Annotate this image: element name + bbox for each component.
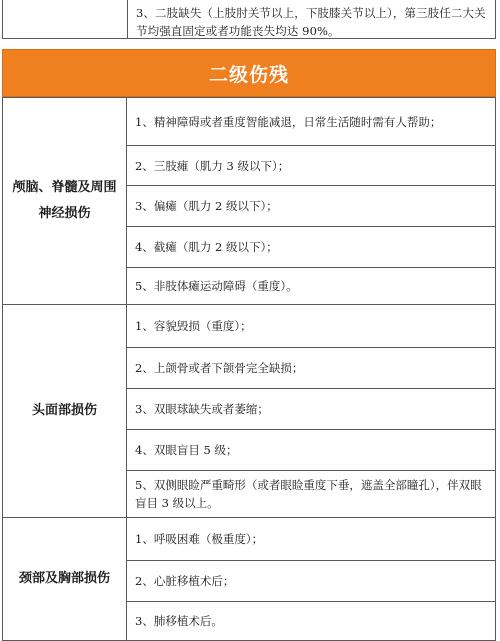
list-item: 4、截瘫（肌力 2 级以下）； [127, 227, 495, 268]
list-item: 2、三肢瘫（肌力 3 级以下）； [127, 146, 495, 186]
list-item: 2、心脏移植术后； [127, 561, 495, 602]
section-brain-spinal [2, 97, 496, 305]
list-item: 2、上颌骨或者下颌骨完全缺损； [127, 348, 495, 389]
list-item: 3、偏瘫（肌力 2 级以下）； [127, 186, 495, 227]
list-item: 5、非肢体瘫运动障碍（重度）。 [135, 279, 298, 293]
list-item: 3、双眼球缺失或者萎缩； [127, 389, 495, 430]
item-list [127, 518, 495, 640]
category-label: 头面部损伤 [3, 305, 127, 517]
list-item: 1、呼吸困难（极重度）； [127, 518, 495, 561]
list-item: 1、精神障碍或者重度智能减退，日常生活随时需有人帮助； [127, 98, 495, 146]
list-item: 1、容貌毁损（重度）； [127, 305, 495, 348]
item-list [127, 98, 495, 304]
category-label: 颅脑、脊髓及周围神经损伤 [3, 98, 127, 304]
section-head-face [2, 305, 496, 518]
fragment-category-cell [3, 0, 128, 38]
disability-table [2, 0, 496, 641]
item-list [127, 305, 495, 517]
list-item: 4、双眼盲目 5 级； [127, 430, 495, 471]
previous-table-fragment [2, 0, 496, 39]
list-item: 3、肺移植术后。 [135, 614, 223, 628]
grade-title: 二级伤残 [208, 63, 289, 86]
list-item: 5、双侧眼睑严重畸形（或者眼睑重度下垂，遮盖全部瞳孔），伴双眼盲目 3 级以上。 [135, 478, 482, 510]
grade-banner [2, 49, 496, 97]
fragment-item-text: 3、二肢缺失（上肢肘关节以上，下肢膝关节以上），第三肢任二大关节均强直固定或者功能丧失均达 90%。 [136, 6, 486, 38]
category-label: 颈部及胸部损伤 [3, 518, 127, 640]
section-neck-chest [2, 518, 496, 641]
